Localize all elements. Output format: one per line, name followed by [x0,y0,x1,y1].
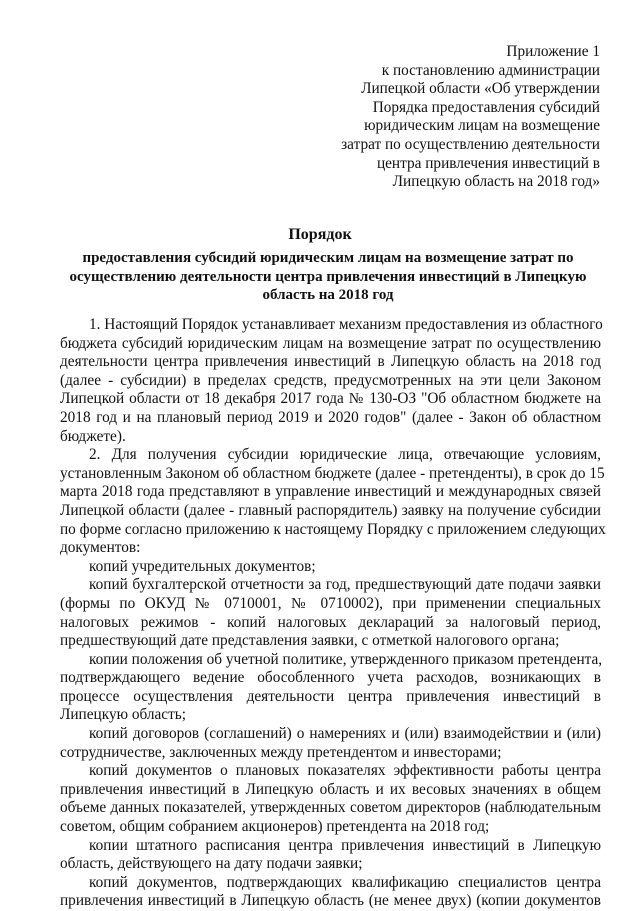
paragraph-1-line: бюджете). [60,427,126,445]
paragraph-2-line: документов: [60,539,141,557]
document-body [60,316,606,911]
list-item-line: предшествующий дате представления заявки, с отметкой налогового органа; [60,632,560,650]
appendix-line: к постановлению администрации [381,61,600,79]
appendix-header [310,43,600,192]
list-item-line: советом, общим собранием акционеров) претендента на 2018 год; [60,818,490,836]
appendix-line: Приложение 1 [506,43,600,60]
document-title: Порядок [288,226,352,243]
appendix-line: затрат по осуществлению деятельности [341,135,600,153]
appendix-line: центра привлечения инвестиций в [376,154,600,172]
paragraph-1-line: 2018 год и на плановый период 2019 и 2020 годов" (далее - Закон об областном [60,408,601,426]
list-item-line: копии штатного расписания центра привлечения инвестиций в Липецкую [89,836,601,854]
list-item-line: объеме данных показателей, утвержденных советом директоров (наблюдательным [60,799,601,817]
list-item-line: копий договоров (соглашений) о намерениях и (или) взаимодействии и (или) [89,725,601,743]
paragraph-1-line: (далее - субсидии) в пределах средств, предусмотренных на эти цели Законом [60,371,601,389]
appendix-line: Липецкой области «Об утверждении [361,80,600,98]
list-item-line: Липецкую область; [60,706,187,724]
list-item-line: процессе осуществления деятельности центра привлечения инвестиций в [60,687,601,705]
list-item-line: копии положения об учетной политике, утвержденного приказом претендента, [89,650,603,668]
list-item-line: подтверждающего ведение обособленного учета расходов, возникающих в [60,669,601,687]
list-item-line: копий документов о плановых показателях эффективности работы центра [89,762,601,780]
appendix-line: юридическим лицам на возмещение [364,117,600,135]
appendix-line: Порядка предоставления субсидий [372,98,600,116]
list-item-line: область, действующего на дату подачи заявки; [60,855,363,873]
subtitle-line: область на 2018 год [262,287,394,304]
list-item-line: привлечения инвестиций в Липецкую область и их весовых значениях в общем [60,780,601,798]
appendix-line: Липецкую область на 2018 год» [392,173,600,191]
list-item-line: (формы по ОКУД № 0710001, № 0710002), при применении специальных [60,594,601,612]
list-item-line: копий документов, подтверждающих квалификацию специалистов центра [89,873,601,891]
subtitle-line: предоставления субсидий юридическим лицам на возмещение затрат по [82,250,574,266]
paragraph-1-line: бюджета субсидий юридическим лицам на возмещение затрат по осуществлению [60,334,601,352]
list-item-line: копий учредительных документов; [89,557,316,575]
paragraph-2-line: марта 2018 года представляют в управление инвестиций и международных связей [60,483,601,501]
subtitle-line: осуществлению деятельности центра привлечения инвестиций в Липецкую [69,268,587,285]
paragraph-2-line: 2. Для получения субсидии юридические лица, отвечающие условиям, [89,446,601,464]
paragraph-2-line: Липецкой области (далее - главный распорядитель) заявку на получение субсидии [60,501,601,519]
paragraph-2-line: по форме согласно приложению к настоящему Порядку с приложением следующих [60,520,606,538]
list-item-line: сотрудничестве, заключенных между претендентом и инвесторами; [60,743,502,761]
paragraph-2-line: установленным Законом об областном бюджете (далее - претенденты), в срок до 15 [60,464,605,482]
paragraph-1-line: деятельности центра привлечения инвестиций в Липецкую область на 2018 год [60,353,601,371]
document-subtitle [58,249,598,305]
list-item-line: налоговых режимов - копий налоговых деклараций за налоговый период, [60,613,601,631]
paragraph-1-line: Липецкой области от 18 декабря 2017 года № 130-ОЗ "Об областном бюджете на [60,390,601,408]
paragraph-1-line: 1. Настоящий Порядок устанавливает механизм предоставления из областного [89,316,603,333]
list-item-line: привлечения инвестиций в Липецкую область (не менее двух) (копии документов [60,892,601,910]
list-item-line: копий бухгалтерской отчетности за год, предшествующий дате подачи заявки [89,576,601,594]
